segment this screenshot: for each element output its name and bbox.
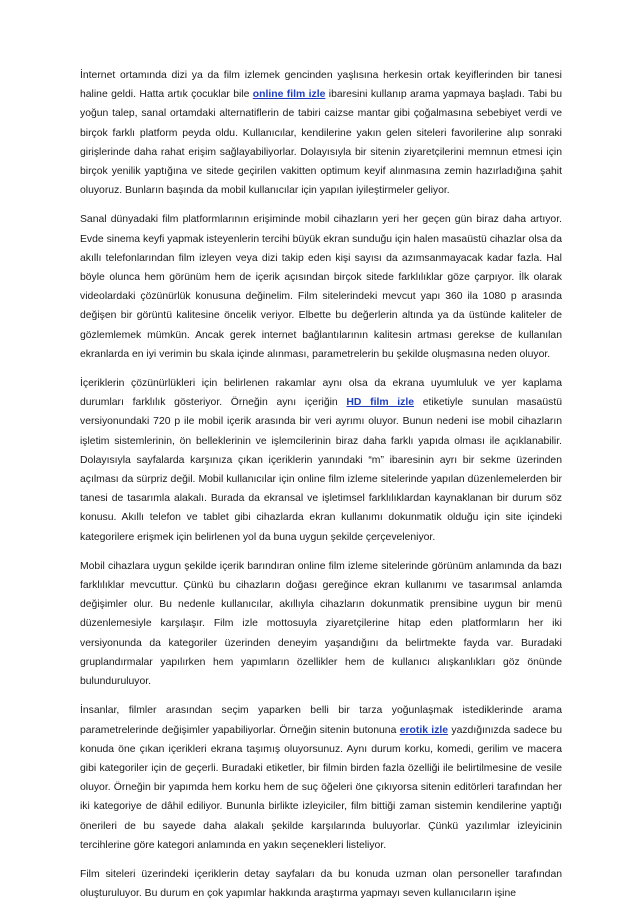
paragraph-text: ibaresini kullanıp arama yapmaya başladı. Tabi bu yoğun talep, sanal ortamdaki alternatiflerin de tabiri caizse mantar gibi çoğalmasına sebebiyet verdi ve birçok farklı platform peyda oldu. Kullanıcılar, kendilerine yakın gelen siteleri favorilerine alıp sonraki girişlerinde daha rahat erişim sağlayabiliyorlar. Dolayısıyla bir sitenin ziyaretçilerini memnun etmesi için birçok yenilik yaptığına ve sitede geçirilen vakitten optimum keyif alınmasına zemin hazırladığına şahit oluyoruz. Bunların başında da mobil kullanıcılar için yapılan iyileştirmeler geliyor. (80, 89, 562, 197)
paragraph-text: İnternet ortamında dizi ya da film izlemek gencinden yaşlısına herkesin ortak keyiflerinden bir tanesi haline geldi. Hatta artık çocuklar bile (80, 70, 562, 101)
paragraph-intro (80, 66, 562, 200)
paragraph-resolution (80, 374, 562, 547)
link-online-film-izle[interactable]: online film izle (252, 89, 326, 101)
paragraph-mobile-access (80, 210, 562, 364)
link-hd-film-izle[interactable]: HD film izle (346, 397, 415, 409)
paragraph-text: yazdığınızda sadece bu konuda öne çıkan içerikleri ekrana taşımış oluyorsunuz. Aynı durum korku, komedi, gerilim ve macera gibi kategoriler için de geçerli. Buradaki etiketler, bir filmin birden fazla özelliği ile belirtilmesine de vesile oluyor. Örneğin bir yapımda hem korku hem de suç öğeleri öne çıkıyorsa sitenin editörleri tarafından her iki kategoriye de dâhil ediliyor. Bununla birlikte izleyiciler, film bittiği zaman sistemin kendilerine yaptığı önerileri de bu sayede daha alakalı şekilde karşılarında buluyorlar. Çünkü yazılımlar izleyicinin tercihlerine göre kategori anlamında en yakın seçenekleri listeliyor. (80, 724, 562, 851)
paragraph-text: Mobil cihazlara uygun şekilde içerik barındıran online film izleme sitelerinde görünüm anlamında da bazı farklılıklar mevcuttur. Çünkü bu cihazların doğası gereğince ekran kullanımı ve tasarımsal anlamda değişimler olur. Bu nedenle kullanıcılar, akıllıyla cihazların dokunmatik prensibine uygun bir menü düzenlemesiyle karşılaşır. Film izle mottosuyla ziyaretçilerine hitap eden platformların her iki versiyonunda da kategoriler üzerinden deneyim yaşandığını da belirtmekte fayda var. Buradaki gruplandırmalar yapılırken hem yapımların özellikler hem de kullanıcı alışkanlıkları göz önünde bulunduruluyor. (80, 560, 562, 688)
paragraph-text: Film siteleri üzerindeki içeriklerin detay sayfaları da bu konuda uzman olan personeller tarafından oluşturuluyor. Bu durum en çok yapımlar hakkında araştırma yapmayı seven kullanıcıların işine (80, 868, 562, 900)
paragraph-design (80, 557, 562, 691)
paragraph-text: İçeriklerin çözünürlükleri için belirlenen rakamlar aynı olsa da ekrana uyumluluk ve yer kaplama durumları farklılık gösteriyor. Örneğin aynı içeriğin (80, 378, 562, 409)
paragraph-text: İnsanlar, filmler arasından seçim yaparken belli bir tarza yoğunlaşmak istediklerinde arama parametrelerinde değişimler yapabiliyorlar. Örneğin sitenin butonuna (80, 705, 562, 736)
document-page (80, 66, 562, 913)
link-erotik-izle[interactable]: erotik izle (399, 724, 449, 736)
paragraph-details (80, 865, 562, 903)
paragraph-categories (80, 701, 562, 855)
paragraph-text: etiketiyle sunulan masaüstü versiyonundaki 720 p ile mobil içerik arasında bir veri ayrımı oluyor. Bunun nedeni ise mobil cihazların işletim sistemlerinin, ön belleklerinin ve işlemcilerinin biraz daha farklı yapıda olması ile açıklanabilir. Dolayısıyla sayfalarda karşınıza çıkan içeriklerin yanındaki “m” ibaresinin ayrı bir sekme üzerinden açılması da sürpriz değil. Mobil kullanıcılar için online film izleme sitelerinde yapılan düzenlemelerden bir tanesi de tasarımla alakalı. Burada da ekransal ve işletimsel farklılıklardan kaynaklanan bir durum söz konusu. Akıllı telefon ve tablet gibi cihazlarda ekran kullanımı dokunmatik olduğu için site içindeki kategorilere erişmek için belirlenen yol da buna uygun şekilde çerçeveleniyor. (80, 397, 562, 543)
paragraph-text: Sanal dünyadaki film platformlarının erişiminde mobil cihazların yeri her geçen gün biraz daha artıyor. Evde sinema keyfi yapmak isteyenlerin tercihi büyük ekran sunduğu için halen masaüstü cihazlar olsa da akıllı telefonlarından film izleyen veya dizi takip eden kişi sayısı da azımsanmayacak kadar fazla. Hal böyle olunca hem görünüm hem de içerik açısından birçok sitede farklılıklar göze çarpıyor. İlk olarak videolardaki çözünürlük konusuna değinelim. Film sitelerindeki mevcut yapı 360 ila 1080 p arasında değişen bir görüntü kalitesine öncelik veriyor. Elbette bu değerlerin altında ya da üstünde kaliteler de gözlemlemek mümkün. Ancak gerek internet bağlantılarının kalitesin artması gerekse de kullanılan ekranlarda en iyi verimin bu skala içinde alınması, parametrelerin bu şekilde oluşmasına neden oluyor. (80, 214, 562, 360)
